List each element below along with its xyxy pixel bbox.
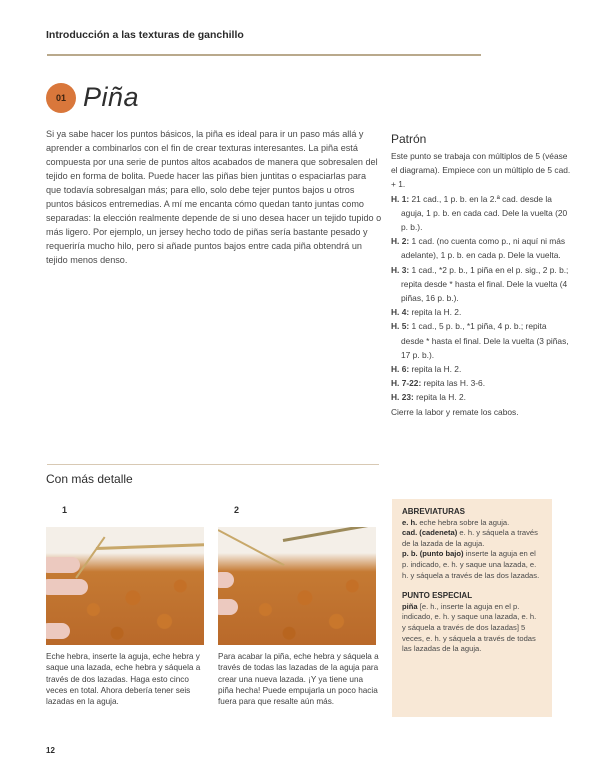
abbreviation-term: cad. (cadeneta) — [402, 528, 458, 538]
page-number: 12 — [46, 746, 55, 755]
abbreviation-definition: inserte la aguja en el p. indicado, e. h. y saque una lazada, e. h. y sáquela a través de las dos lazadas. — [402, 549, 540, 580]
abbreviation-item — [402, 549, 542, 581]
row-label: H. 5: — [391, 321, 410, 332]
abbreviation-definition: eche hebra sobre la aguja. — [419, 517, 510, 527]
abbreviation-term: e. h. — [402, 517, 418, 527]
row-text: 21 cad., 1 p. b. en la 2.ª cad. desde la aguja, 1 p. b. en cada cad. Dele la vuelta (20 p. b.). — [401, 193, 568, 233]
row-label: H. 4: — [391, 307, 410, 318]
row-label: H. 1: — [391, 193, 410, 204]
special-stitch-item — [402, 602, 542, 655]
abbreviation-definition: e. h. y sáquela a través de la lazada de la aguja. — [402, 528, 538, 548]
section-divider — [47, 464, 379, 465]
pattern-row — [391, 390, 571, 404]
pattern-row — [391, 263, 571, 306]
row-label: H. 23: — [391, 392, 414, 403]
pattern-row — [391, 234, 571, 262]
page-title: Piña — [83, 82, 140, 113]
finger — [218, 599, 238, 615]
pattern-closing: Cierre la labor y remate los cabos. — [391, 406, 519, 417]
row-text: 1 cad. (no cuenta como p., ni aquí ni más adelante), 1 p. b. en cada p. Dele la vuelta. — [401, 236, 566, 261]
header-divider — [47, 54, 481, 56]
pattern-title: Patrón — [391, 132, 427, 146]
step-2 — [218, 505, 380, 707]
row-text: 1 cad., *2 p. b., 1 piña en el p. sig., 2 p. b.; repita desde * hasta el final. Dele la vuelta (4 piñas, 16 p. b.). — [401, 264, 569, 304]
abbreviation-item — [402, 528, 542, 549]
spacer — [402, 581, 542, 591]
row-label: H. 6: — [391, 364, 410, 375]
crochet-hook-icon — [283, 527, 376, 542]
row-label: H. 2: — [391, 236, 410, 247]
abbreviations-box — [392, 499, 552, 717]
step-number: 2 — [234, 505, 240, 515]
special-stitch-heading: PUNTO ESPECIAL — [402, 591, 473, 601]
pattern-intro: Este punto se trabaja con múltiplos de 5 (véase el diagrama). Empiece con un múltiplo de 5 cad. + 1. — [391, 151, 571, 190]
detail-section-title: Con más detalle — [46, 472, 133, 486]
row-text: repita la H. 2. — [416, 392, 466, 403]
row-text: 1 cad., 5 p. b., *1 piña, 4 p. b.; repita desde * hasta el final. Dele la vuelta (3 piñas, 17 p. b.). — [401, 321, 569, 360]
step-caption: Para acabar la piña, eche hebra y sáquela a través de todas las lazadas de la aguja para crear una nueva lazada. ¡Y ya tiene una piña hecha! Puede empujarla un poco hacia fuera para que resalte aún más. — [218, 652, 379, 707]
abbreviations-heading: ABREVIATURAS — [402, 507, 465, 516]
row-text: repita las H. 3-6. — [423, 378, 486, 389]
finger — [46, 623, 70, 639]
row-text: repita la H. 2. — [411, 307, 462, 318]
special-stitch-definition: [e. h., inserte la aguja en el p. indicado, e. h. y saque una lazada, e. h. y sáquela a través de dos lazadas] 5 veces, e. h. y sáquela a través de todas las lazadas de la aguja. — [402, 601, 537, 654]
pattern-section — [391, 132, 571, 419]
pattern-row — [391, 376, 571, 390]
yarn-strand — [218, 529, 285, 566]
running-head: Introducción a las texturas de ganchillo — [46, 29, 244, 41]
row-label: H. 7-22: — [391, 378, 422, 389]
pattern-row — [391, 362, 571, 376]
step-photo — [46, 527, 204, 645]
finger — [46, 557, 80, 573]
step-1 — [46, 505, 208, 707]
crochet-hook-icon — [96, 543, 204, 550]
step-caption: Eche hebra, inserte la aguja, eche hebra y saque una lazada, eche hebra y sáquela a través de dos lazadas. Haga esto cinco veces en total. Ahora debería tener seis lazadas en la aguja. — [46, 652, 201, 707]
abbreviation-term: p. b. (punto bajo) — [402, 549, 464, 559]
stitch-number-badge: 01 — [46, 83, 76, 113]
step-photo — [218, 527, 376, 645]
stitch-title-row — [46, 66, 139, 129]
row-label: H. 3: — [391, 264, 410, 275]
pattern-row — [391, 319, 571, 362]
row-text: repita la H. 2. — [411, 364, 462, 375]
step-number: 1 — [62, 505, 68, 515]
yarn-strand — [75, 536, 105, 578]
intro-paragraph: Si ya sabe hacer los puntos básicos, la piña es ideal para ir un paso más allá y aprender a combinarlos con el fin de crear texturas interesantes. La piña está compuesta por una serie de puntos altos acabados de manera que sobresalen del tejido en forma de bolita. Puede hacer las piñas bien juntitas o espaciarlas para que todavía sobresalgan más; para ello, solo debe tejer puntos bajos u otros puntos básicos entremedias. A mí me encanta cómo quedan tanto juntas como separadas: la elección realmente depende de si uno desea hacer un tejido tupido o más ligero. Por ejemplo, un jersey hecho todo de piñas sería bastante pesado y requeriría mucho hilo, pero si añade puntos bajos entre cada piña obtendrá un tejido menos denso. — [46, 129, 382, 265]
pattern-row — [391, 192, 571, 235]
finger — [218, 572, 234, 588]
finger — [46, 579, 88, 595]
abbreviation-item — [402, 518, 542, 529]
special-stitch-term: piña — [402, 601, 418, 611]
pattern-row — [391, 305, 571, 319]
